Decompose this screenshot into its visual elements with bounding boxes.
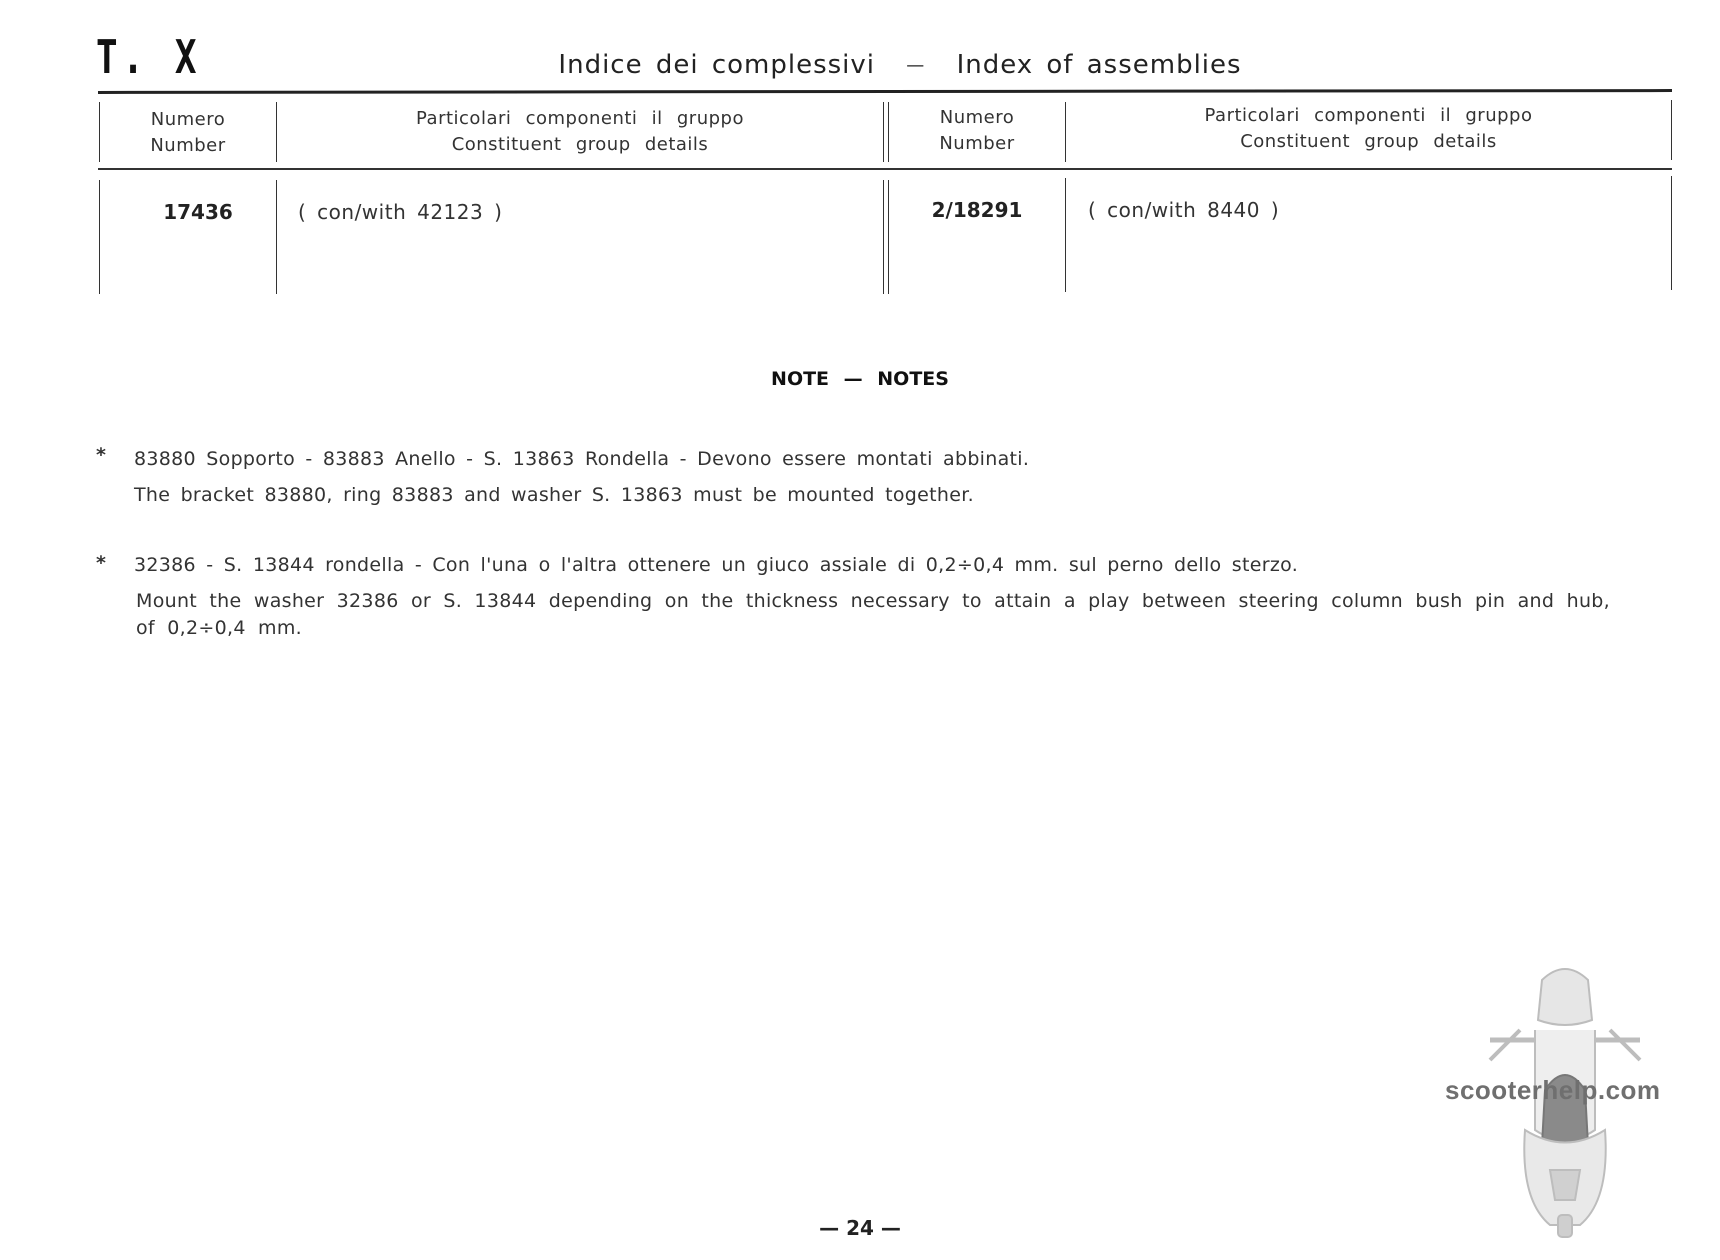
- note-marker: *: [96, 552, 106, 574]
- table-divider: [883, 102, 884, 162]
- table-border-right: [1671, 176, 1672, 290]
- note-english: Mount the washer 32386 or S. 13844 depending on the thickness necessary to attain a play between steering column bush pin and hub, of 0,2÷0,4 mm.: [136, 590, 1610, 639]
- table-divider: [276, 180, 277, 294]
- table-divider: [1065, 178, 1066, 292]
- page-number: — 24 —: [819, 1216, 901, 1240]
- title-english: Index of assemblies: [956, 50, 1242, 80]
- header-rule: [98, 168, 1672, 170]
- header-en: Constituent group details: [451, 134, 709, 155]
- header-it: Particolari componenti il gruppo: [416, 108, 744, 129]
- top-rule: [98, 89, 1672, 94]
- header-number-left: [100, 107, 276, 159]
- header-it: Particolari componenti il gruppo: [1204, 105, 1533, 126]
- header-details-left: [277, 106, 883, 158]
- table-border-right: [1671, 100, 1672, 160]
- assembly-details: ( con/with 42123 ): [298, 200, 503, 224]
- section-code: T. X: [96, 30, 202, 84]
- note-italian: 32386 - S. 13844 rondella - Con l'una o l'altra ottenere un giuco assiale di 0,2÷0,4 mm. sul perno dello sterzo.: [134, 554, 1299, 576]
- notes-title: NOTE — NOTES: [771, 368, 949, 390]
- note-item: [96, 444, 1656, 514]
- page-title: [520, 50, 1280, 80]
- table-divider: [883, 180, 884, 294]
- title-separator: —: [906, 55, 926, 76]
- assembly-number: 2/18291: [931, 198, 1023, 222]
- header-it: Numero: [150, 109, 226, 130]
- assembly-number: 17436: [163, 200, 233, 224]
- header-details-right: [1066, 103, 1671, 155]
- header-en: Constituent group details: [1240, 131, 1497, 152]
- watermark: scooterhelp.com: [1445, 1075, 1661, 1105]
- note-marker: *: [96, 444, 106, 466]
- table-border-left: [99, 180, 100, 294]
- header-en: Number: [939, 133, 1015, 154]
- assembly-details: ( con/with 8440 ): [1088, 198, 1280, 222]
- header-number-right: [889, 105, 1065, 157]
- note-english: The bracket 83880, ring 83883 and washer S. 13863 must be mounted together.: [134, 484, 974, 506]
- header-en: Number: [150, 135, 226, 156]
- header-it: Numero: [939, 107, 1015, 128]
- title-italian: Indice dei complessivi: [558, 50, 876, 80]
- note-item: [96, 552, 1656, 652]
- note-italian: 83880 Sopporto - 83883 Anello - S. 13863 Rondella - Devono essere montati abbinati.: [134, 448, 1030, 470]
